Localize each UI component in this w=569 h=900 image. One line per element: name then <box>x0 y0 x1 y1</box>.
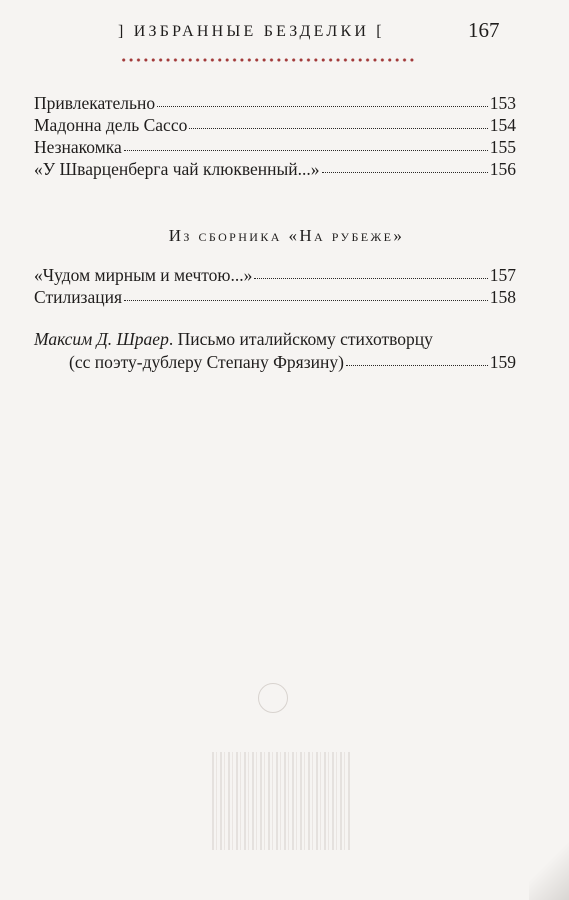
toc-entry-title: Стилизация <box>34 287 123 307</box>
toc-entry <box>34 136 516 158</box>
toc-entry-title-part-2: (сс поэту-дублеру Степану Фрязину) <box>69 352 344 372</box>
leader-dots <box>346 364 488 366</box>
toc-entry-page: 156 <box>489 159 516 179</box>
toc-entry-line-2 <box>34 351 516 373</box>
toc-entry <box>34 286 516 308</box>
leader-dots <box>124 149 488 151</box>
toc-entry <box>34 92 516 114</box>
leader-dots <box>124 299 488 301</box>
toc-group-2 <box>34 264 516 308</box>
leader-dots <box>157 105 488 107</box>
toc-entry-page: 158 <box>489 287 516 307</box>
page-corner-shadow <box>529 840 569 900</box>
toc-entry-title: «Чудом мирным и мечтою...» <box>34 265 253 285</box>
toc-entry-title: Мадонна дель Сассо <box>34 115 188 135</box>
leader-dots <box>322 171 488 173</box>
leader-dots <box>254 277 487 279</box>
toc-entry-title: Привлекательно <box>34 93 156 113</box>
page-number: 167 <box>468 18 500 42</box>
toc-entry-page: 157 <box>489 265 516 285</box>
toc-entry-title-part-1: . Письмо италийскому стихотворцу <box>168 329 433 349</box>
toc-entry-page: 153 <box>489 93 516 113</box>
bleed-through-seal <box>258 683 288 713</box>
bleed-through-barcode <box>212 752 350 850</box>
toc-entry-title: «У Шварценберга чай клюквенный...» <box>34 159 320 179</box>
toc-entry <box>34 264 516 286</box>
toc-entry-page: 159 <box>489 352 516 372</box>
toc-entry-page: 154 <box>489 115 516 135</box>
toc-entry-line-1 <box>34 328 516 350</box>
toc-entry-multiline <box>34 328 516 373</box>
toc-entry-author: Максим Д. Шраер <box>34 329 169 349</box>
section-heading: Из сборника «На рубеже» <box>168 226 405 245</box>
dotted-ornament-rule <box>120 58 415 62</box>
leader-dots <box>189 127 487 129</box>
toc-entry <box>34 114 516 136</box>
running-head-title: ] ИЗБРАННЫЕ БЕЗДЕЛКИ [ <box>118 23 385 40</box>
toc-group-1 <box>34 92 516 180</box>
toc-entry-page: 155 <box>489 137 516 157</box>
toc-entry-title: Незнакомка <box>34 137 122 157</box>
toc-entry <box>34 158 516 180</box>
